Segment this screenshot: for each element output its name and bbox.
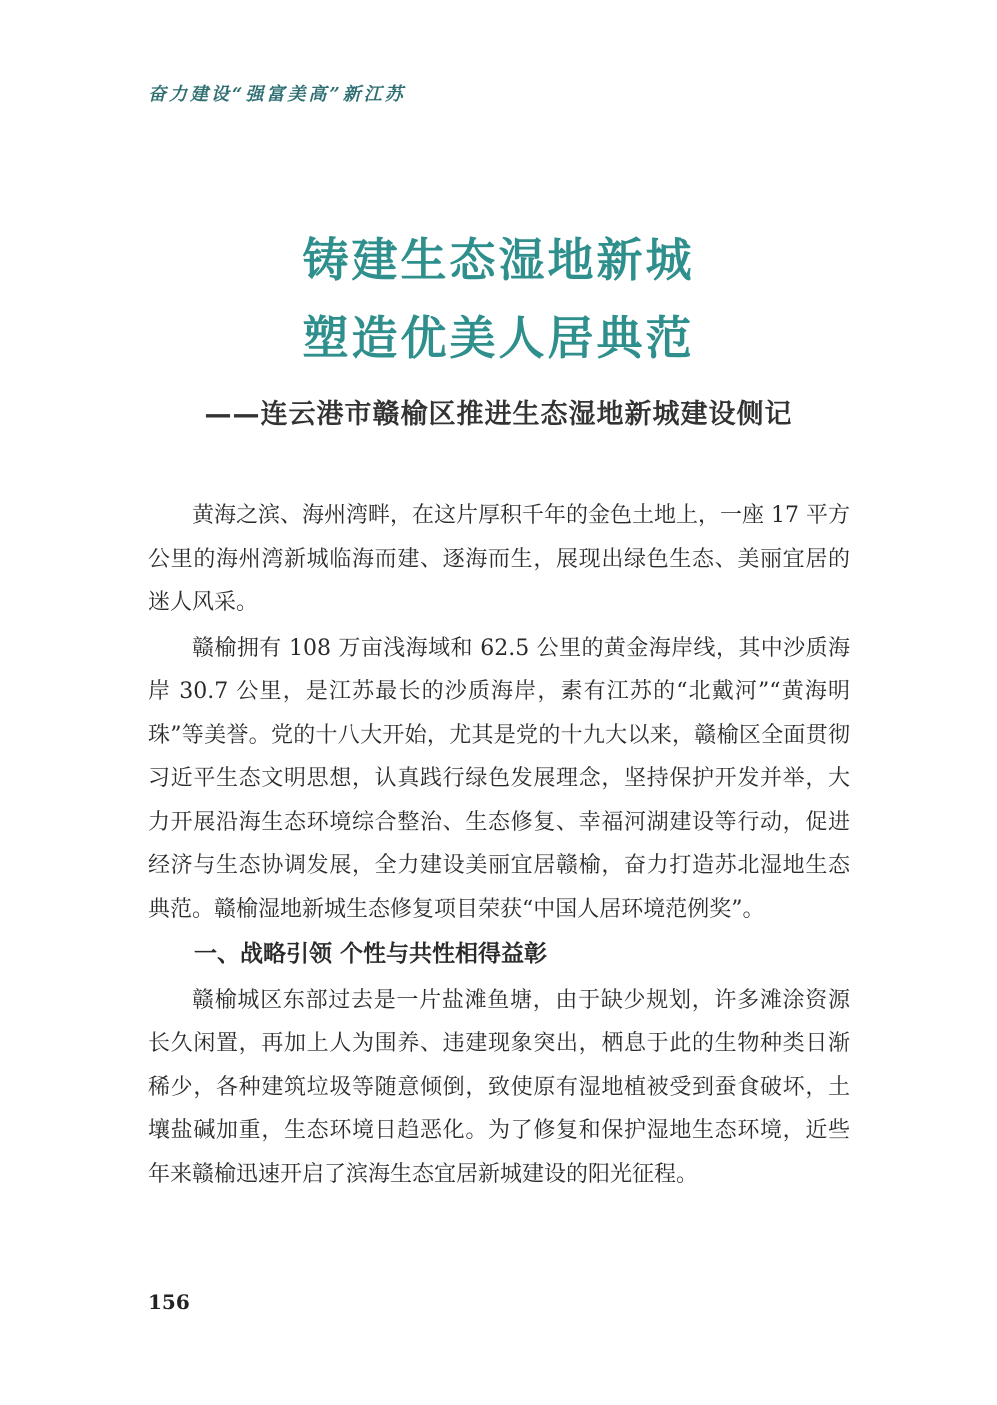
article-title-line-1: 铸建生态湿地新城 [302, 233, 695, 287]
running-header: 奋力建设“强富美高”新江苏 [148, 84, 406, 105]
article-title-line-2: 塑造优美人居典范 [302, 311, 695, 365]
paragraph: 黄海之滨、海州湾畔，在这片厚积千年的金色土地上，一座 17 平方公里的海州湾新城临海而建、逐海而生，展现出绿色生态、美丽宜居的迷人风采。 [148, 503, 850, 615]
paragraph: 赣榆城区东部过去是一片盐滩鱼塘，由于缺少规划，许多滩涂资源长久闲置，再加上人为围养、违建现象突出，栖息于此的生物种类日渐稀少，各种建筑垃圾等随意倾倒，致使原有湿地植被受到蚕食破坏，土壤盐碱加重，生态环境日趋恶化。为了修复和保护湿地生态环境，近些年来赣榆迅速开启了滨海生态宜居新城建设的阳光征程。 [148, 987, 850, 1187]
page-number: 156 [148, 1290, 190, 1314]
section-heading: 一、战略引领 个性与共性相得益彰 [194, 941, 548, 967]
paragraph: 赣榆拥有 108 万亩浅海域和 62.5 公里的黄金海岸线，其中沙质海岸 30.7 公里，是江苏最长的沙质海岸，素有江苏的“北戴河”“黄海明珠”等美誉。党的十八大开始，尤其是党的十九大以来，赣榆区全面贯彻习近平生态文明思想，认真践行绿色发展理念，坚持保护开发并举，大力开展沿海生态环境综合整治、生态修复、幸福河湖建设等行动，促进经济与生态协调发展，全力建设美丽宜居赣榆，奋力打造苏北湿地生态典范。赣榆湿地新城生态修复项目荣获“中国人居环境范例奖”。 [148, 635, 850, 922]
article-body [148, 494, 850, 1196]
article-subtitle: ——连云港市赣榆区推进生态湿地新城建设侧记 [204, 399, 793, 430]
